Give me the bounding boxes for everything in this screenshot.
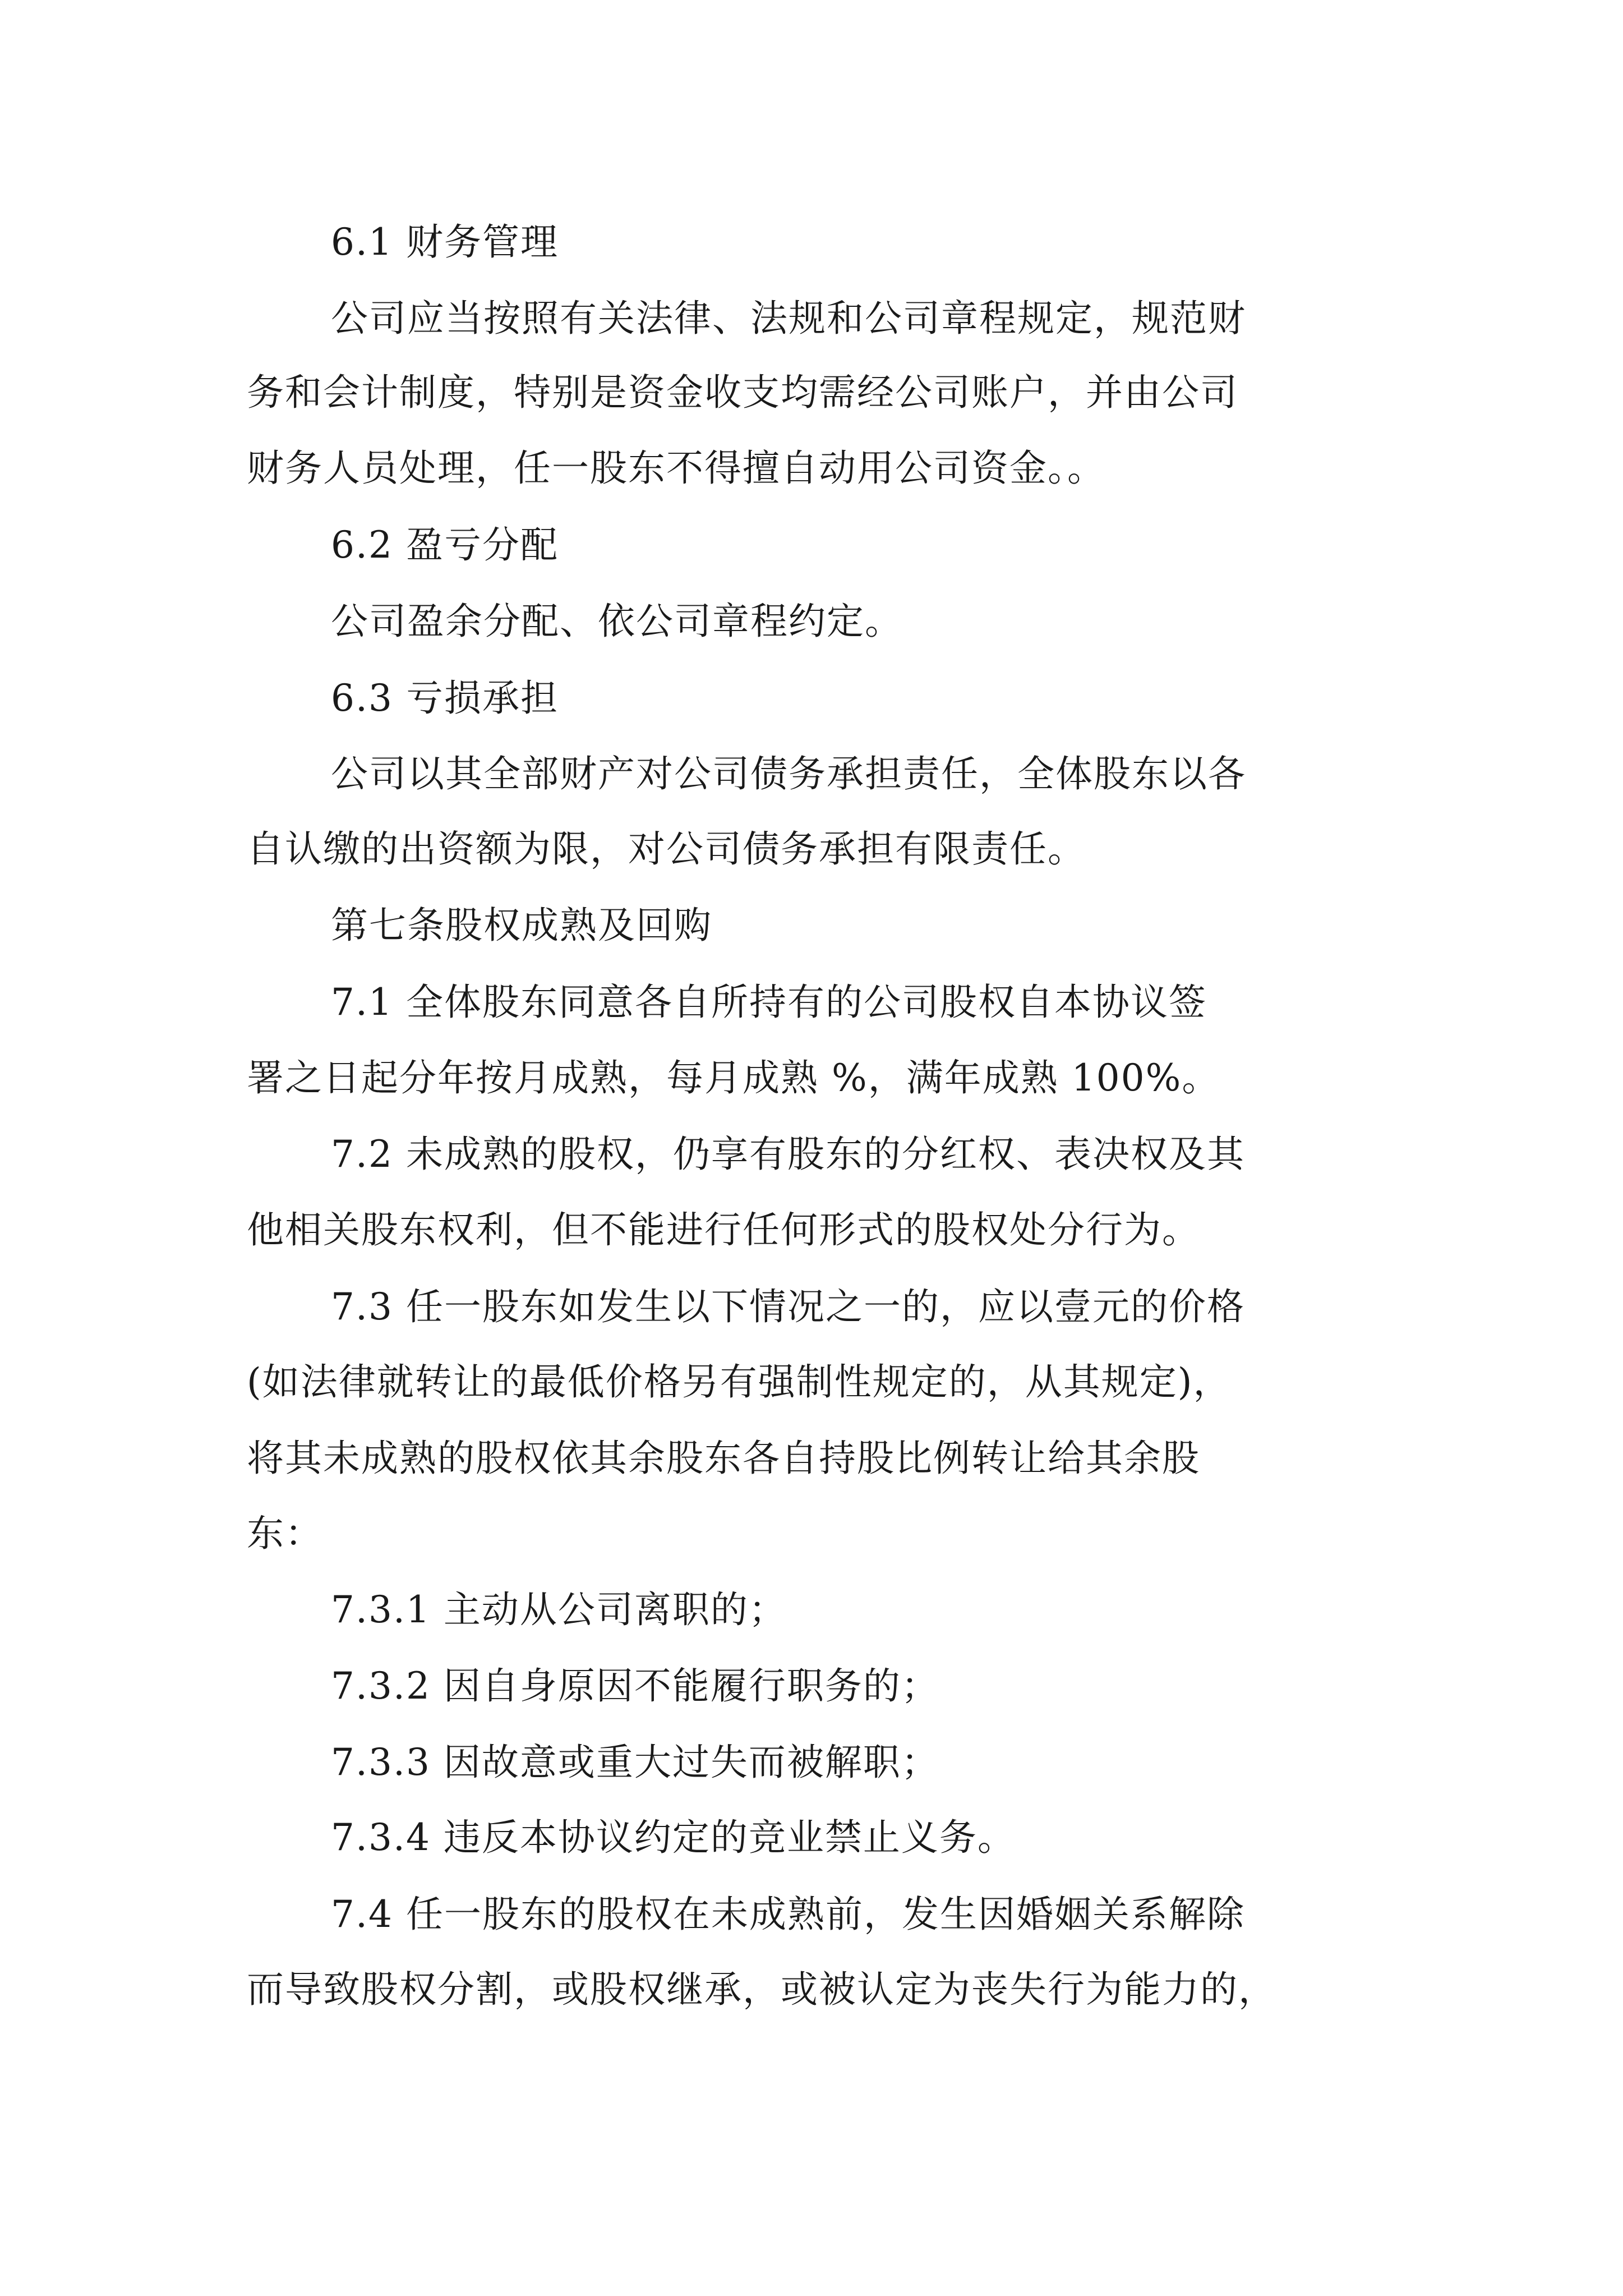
paragraph-7-2-line-1: 7.2 未成熟的股权，仍享有股东的分红权、表决权及其: [331, 1133, 1245, 1176]
paragraph-6-2: 公司盈余分配、依公司章程约定。: [331, 600, 903, 643]
paragraph-7-4-line-1: 7.4 任一股东的股权在未成熟前，发生因婚姻关系解除: [331, 1893, 1245, 1936]
paragraph-6-3-line-2: 自认缴的出资额为限，对公司债务承担有限责任。: [247, 827, 1086, 871]
item-7-3-3: 7.3.3 因故意或重大过失而被解职；: [331, 1741, 939, 1784]
paragraph-6-1-line-1: 公司应当按照有关法律、法规和公司章程规定，规范财: [331, 297, 1246, 340]
paragraph-7-4-line-2: 而导致股权分割，或股权继承，或被认定为丧失行为能力的，: [247, 1968, 1276, 2011]
paragraph-7-3-line-3: 将其未成熟的股权依其余股东各自持股比例转让给其余股: [247, 1437, 1200, 1480]
paragraph-7-3-line-2: (如法律就转让的最低价格另有强制性规定的，从其规定)，: [247, 1360, 1232, 1404]
paragraph-6-1-line-2: 务和会计制度，特别是资金收支均需经公司账户，并由公司: [247, 371, 1238, 414]
item-7-3-1: 7.3.1 主动从公司离职的；: [331, 1588, 787, 1631]
heading-6-1: 6.1 财务管理: [331, 220, 559, 264]
item-7-3-4: 7.3.4 违反本协议约定的竞业禁止义务。: [331, 1816, 1016, 1859]
item-7-3-2: 7.3.2 因自身原因不能履行职务的；: [331, 1664, 939, 1708]
paragraph-7-3-line-4: 东：: [247, 1512, 323, 1555]
paragraph-6-3-line-1: 公司以其全部财产对公司债务承担责任，全体股东以各: [331, 752, 1246, 795]
heading-6-2: 6.2 盈亏分配: [331, 523, 559, 567]
paragraph-6-1-line-3: 财务人员处理，任一股东不得擅自动用公司资金。。: [247, 447, 1105, 490]
paragraph-7-1-line-2: 署之日起分年按月成熟，每月成熟 %，满年成熟 100%。: [247, 1056, 1220, 1099]
heading-6-3: 6.3 亏损承担: [331, 677, 559, 720]
paragraph-7-3-line-1: 7.3 任一股东如发生以下情况之一的，应以壹元的价格: [331, 1285, 1245, 1328]
paragraph-7-2-line-2: 他相关股东权利，但不能进行任何形式的股权处分行为。: [247, 1208, 1200, 1251]
paragraph-7-1-line-1: 7.1 全体股东同意各自所持有的公司股权自本协议签: [331, 981, 1207, 1024]
heading-article-7: 第七条股权成熟及回购: [331, 904, 712, 947]
